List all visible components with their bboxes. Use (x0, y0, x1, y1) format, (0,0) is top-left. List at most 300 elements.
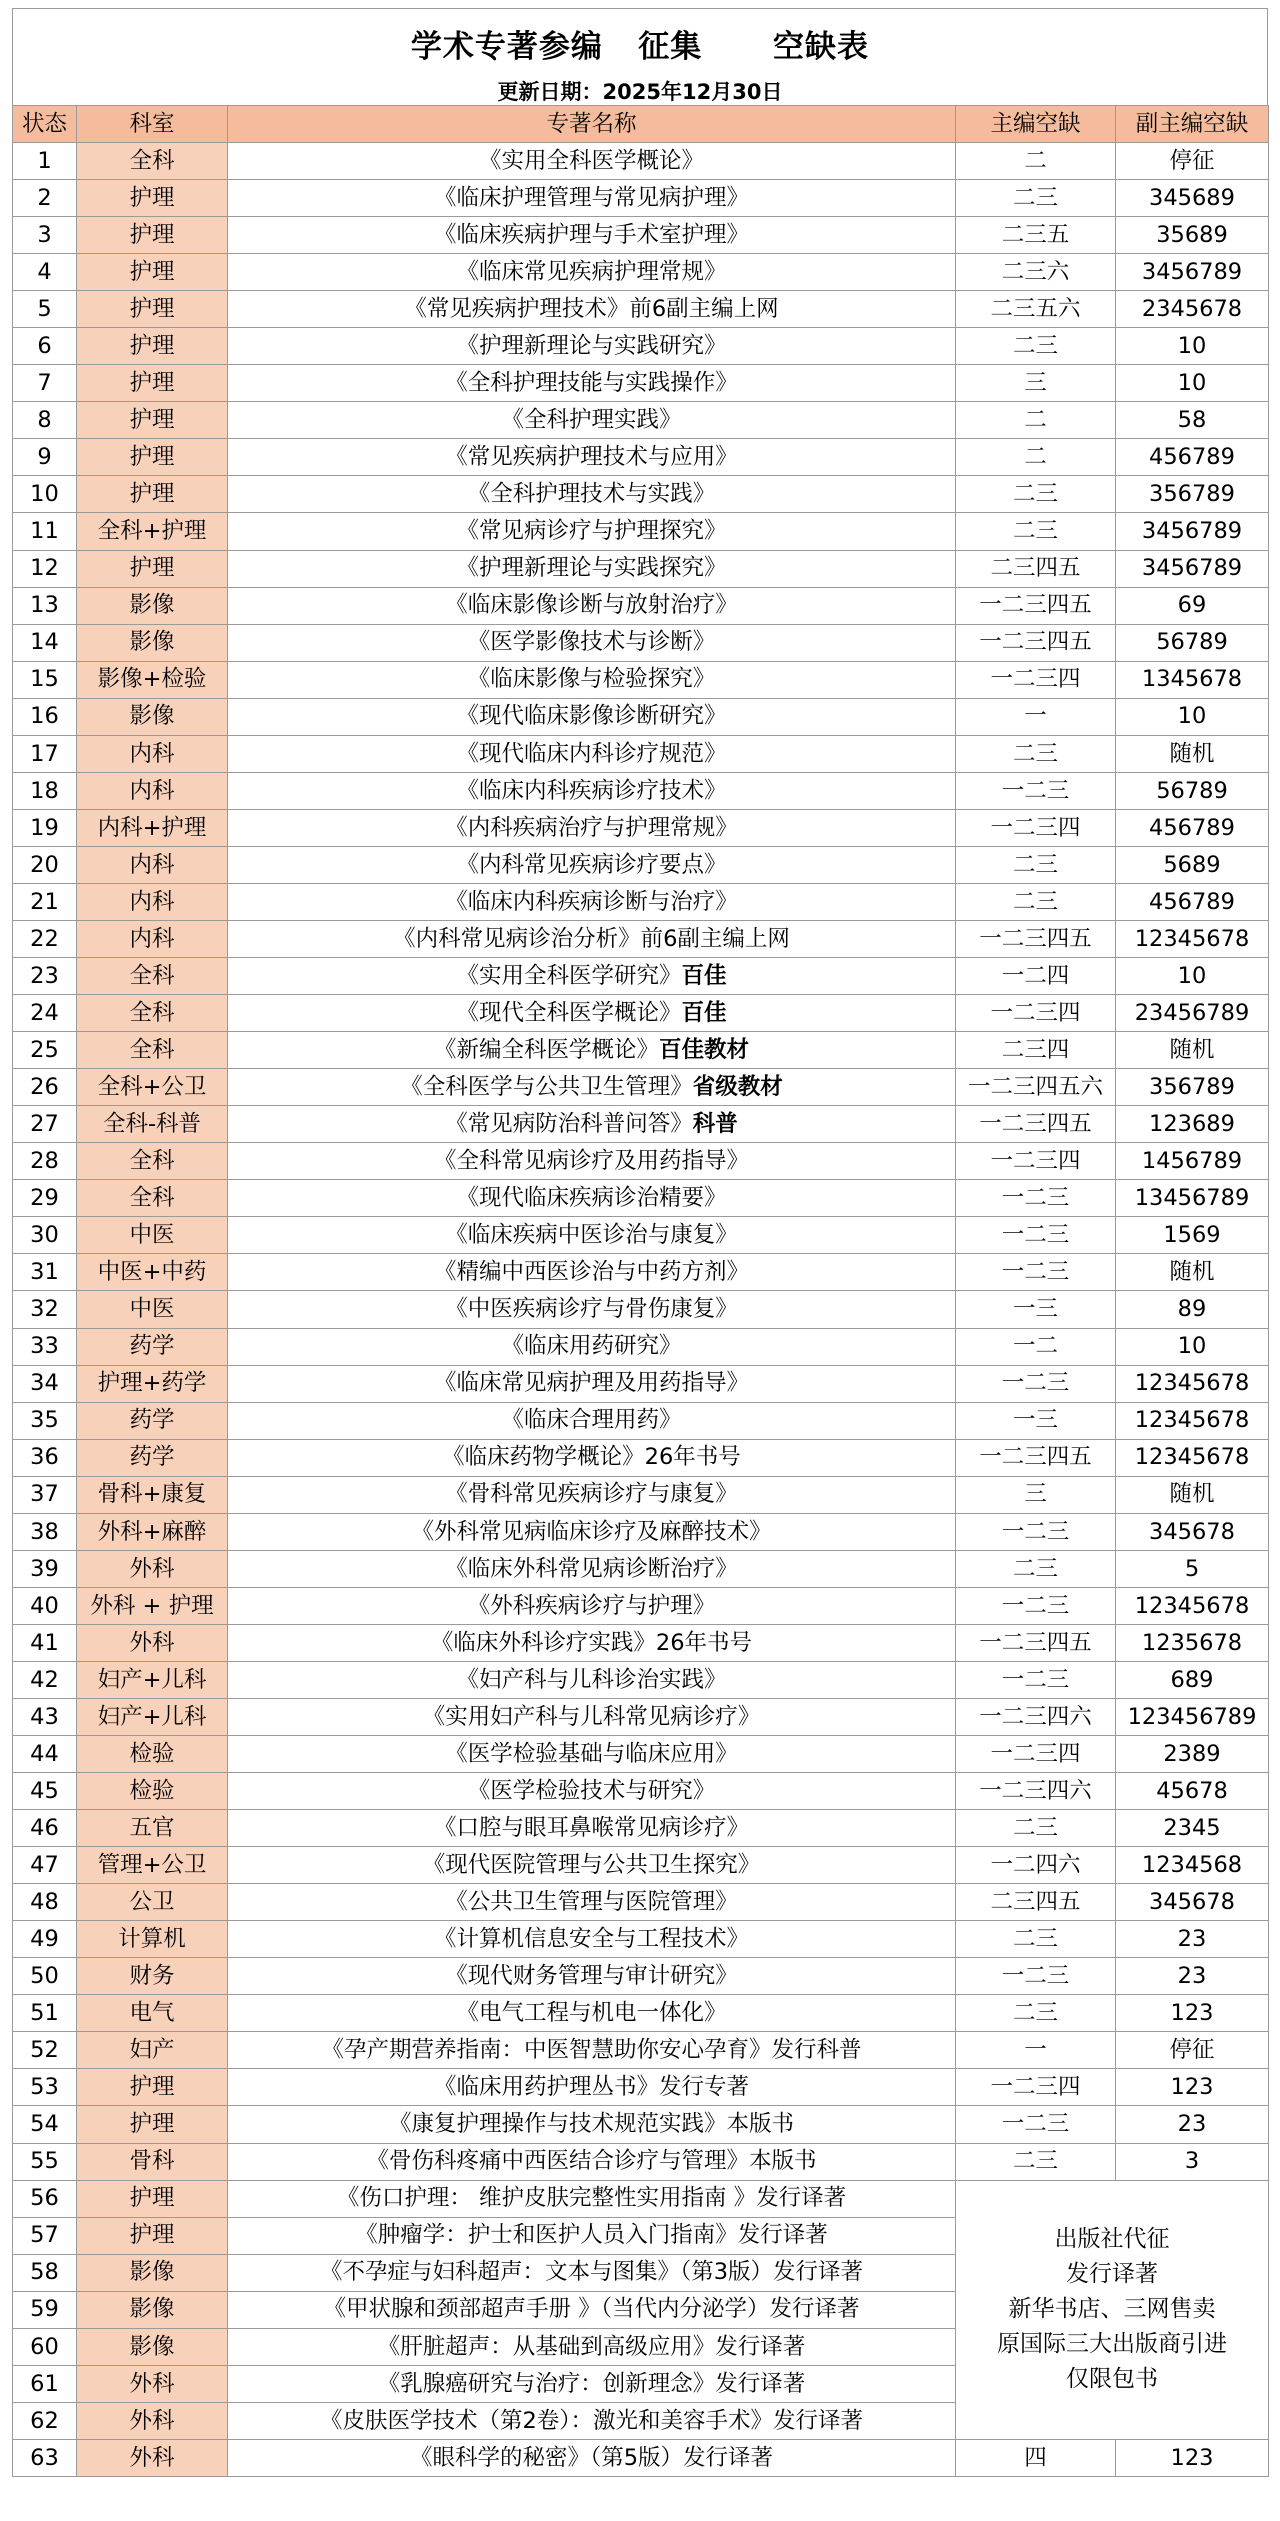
row-number: 2 (13, 180, 77, 217)
department: 影像 (77, 2328, 228, 2365)
book-title: 《眼科学的秘密》（第5版）发行译著 (409, 2444, 774, 2471)
deputy-editor-vacancy: 123689 (1116, 1106, 1269, 1143)
book-title: 《临床影像与检验探究》 (467, 666, 716, 693)
table-row (13, 1958, 1269, 1995)
table-row (13, 1106, 1269, 1143)
chief-editor-vacancy: 一 (956, 698, 1116, 735)
table-row (13, 1587, 1269, 1624)
table-row (13, 2143, 1269, 2180)
table-row (13, 2439, 1269, 2476)
book-title-cell (228, 1624, 956, 1661)
chief-editor-vacancy: 一二三 (956, 1513, 1116, 1550)
deputy-editor-vacancy: 5 (1116, 1550, 1269, 1587)
chief-editor-vacancy: 一二四 (956, 958, 1116, 995)
row-number: 10 (13, 476, 77, 513)
deputy-editor-vacancy: 13456789 (1116, 1180, 1269, 1217)
book-title-cell (228, 254, 956, 291)
deputy-editor-vacancy: 123 (1116, 1995, 1269, 2032)
chief-editor-vacancy: 一二三四五 (956, 587, 1116, 624)
chief-editor-vacancy: 一二三四五六 (956, 1069, 1116, 1106)
chief-editor-vacancy: 二三 (956, 2143, 1116, 2180)
chief-editor-vacancy: 四 (956, 2439, 1116, 2476)
row-number: 14 (13, 624, 77, 661)
sheet-title: 学术专著参编 征集 空缺表 (410, 29, 870, 65)
book-tag: 百佳 (681, 999, 727, 1026)
book-title-cell (228, 1402, 956, 1439)
row-number: 21 (13, 883, 77, 920)
book-title-cell (228, 143, 956, 180)
book-title: 《全科常见病诊疗及用药指导》 (433, 1148, 749, 1175)
row-number: 20 (13, 846, 77, 883)
book-title-cell (228, 1291, 956, 1328)
chief-editor-vacancy: 一二三 (956, 1254, 1116, 1291)
deputy-editor-vacancy: 10 (1116, 1328, 1269, 1365)
chief-editor-vacancy: 二三 (956, 846, 1116, 883)
column-header-chief: 主编空缺 (956, 106, 1116, 143)
table-body (13, 143, 1269, 2477)
row-number: 26 (13, 1069, 77, 1106)
book-title-cell (228, 1476, 956, 1513)
book-title-cell (228, 476, 956, 513)
department: 中医 (77, 1291, 228, 1328)
chief-editor-vacancy: 一二三四 (956, 809, 1116, 846)
row-number: 58 (13, 2254, 77, 2291)
row-number: 33 (13, 1328, 77, 1365)
book-title-cell (228, 2439, 956, 2476)
chief-editor-vacancy: 二三 (956, 735, 1116, 772)
department: 护理 (77, 2180, 228, 2217)
chief-editor-vacancy: 一三 (956, 1402, 1116, 1439)
table-row (13, 143, 1269, 180)
chief-editor-vacancy: 二三 (956, 328, 1116, 365)
vacancy-table (12, 105, 1269, 2477)
book-title: 《甲状腺和颈部超声手册 》（当代内分泌学）发行译著 (323, 2296, 860, 2323)
vacancy-sheet (12, 8, 1268, 2477)
deputy-editor-vacancy: 12345678 (1116, 920, 1269, 957)
book-title-cell (228, 1661, 956, 1698)
row-number: 6 (13, 328, 77, 365)
chief-editor-vacancy: 三 (956, 365, 1116, 402)
department: 护理 (77, 254, 228, 291)
book-title-cell (228, 180, 956, 217)
book-title: 《肝脏超声：从基础到高级应用》发行译著 (377, 2333, 806, 2360)
row-number: 59 (13, 2291, 77, 2328)
book-title: 《临床用药护理丛书》发行专著 (433, 2074, 749, 2101)
translation-note-cell (956, 2180, 1269, 2439)
deputy-editor-vacancy: 10 (1116, 365, 1269, 402)
table-row (13, 1995, 1269, 2032)
department: 全科 (77, 995, 228, 1032)
department: 检验 (77, 1736, 228, 1773)
row-number: 48 (13, 1884, 77, 1921)
book-title-cell (228, 661, 956, 698)
department: 护理 (77, 2106, 228, 2143)
chief-editor-vacancy: 一二 (956, 1328, 1116, 1365)
chief-editor-vacancy: 一二三四 (956, 1736, 1116, 1773)
chief-editor-vacancy: 一二三四六 (956, 1773, 1116, 1810)
chief-editor-vacancy: 一二三 (956, 1365, 1116, 1402)
row-number: 29 (13, 1180, 77, 1217)
department: 药学 (77, 1328, 228, 1365)
row-number: 42 (13, 1661, 77, 1698)
department: 外科 (77, 2439, 228, 2476)
deputy-editor-vacancy: 3456789 (1116, 513, 1269, 550)
department: 财务 (77, 1958, 228, 1995)
department: 全科 (77, 1143, 228, 1180)
department: 管理+公卫 (77, 1847, 228, 1884)
deputy-editor-vacancy: 12345678 (1116, 1365, 1269, 1402)
department: 护理 (77, 2217, 228, 2254)
chief-editor-vacancy: 二三五六 (956, 291, 1116, 328)
department: 护理 (77, 217, 228, 254)
department: 影像 (77, 624, 228, 661)
department: 中医 (77, 1217, 228, 1254)
row-number: 38 (13, 1513, 77, 1550)
row-number: 1 (13, 143, 77, 180)
row-number: 22 (13, 920, 77, 957)
department: 影像 (77, 698, 228, 735)
deputy-editor-vacancy: 23 (1116, 1958, 1269, 1995)
chief-editor-vacancy: 二三六 (956, 254, 1116, 291)
deputy-editor-vacancy: 123 (1116, 2439, 1269, 2476)
deputy-editor-vacancy: 停征 (1116, 2032, 1269, 2069)
table-row (13, 1810, 1269, 1847)
department: 护理 (77, 365, 228, 402)
table-row (13, 1069, 1269, 1106)
book-title: 《临床疾病中医诊治与康复》 (445, 1222, 738, 1249)
chief-editor-vacancy: 一二三 (956, 1958, 1116, 1995)
table-row (13, 1698, 1269, 1735)
table-row (13, 809, 1269, 846)
book-title: 《妇产科与儿科诊治实践》 (456, 1666, 727, 1693)
chief-editor-vacancy: 一二三 (956, 1587, 1116, 1624)
deputy-editor-vacancy: 5689 (1116, 846, 1269, 883)
row-number: 17 (13, 735, 77, 772)
book-title: 《皮肤医学技术（第2卷）：激光和美容手术》发行译著 (319, 2407, 864, 2434)
book-title-cell (228, 2328, 956, 2365)
chief-editor-vacancy: 二 (956, 402, 1116, 439)
book-title: 《中医疾病诊疗与骨伤康复》 (445, 1296, 738, 1323)
deputy-editor-vacancy: 56789 (1116, 624, 1269, 661)
deputy-editor-vacancy: 1456789 (1116, 1143, 1269, 1180)
book-title-cell (228, 772, 956, 809)
department: 药学 (77, 1439, 228, 1476)
row-number: 15 (13, 661, 77, 698)
row-number: 57 (13, 2217, 77, 2254)
row-number: 61 (13, 2365, 77, 2402)
department: 护理 (77, 291, 228, 328)
department: 药学 (77, 1402, 228, 1439)
row-number: 16 (13, 698, 77, 735)
table-row (13, 1550, 1269, 1587)
table-row (13, 476, 1269, 513)
table-row (13, 1032, 1269, 1069)
department: 护理+药学 (77, 1365, 228, 1402)
book-title-cell (228, 587, 956, 624)
row-number: 5 (13, 291, 77, 328)
table-row (13, 1513, 1269, 1550)
row-number: 25 (13, 1032, 77, 1069)
book-title: 《实用全科医学研究》 (456, 962, 682, 989)
table-row (13, 958, 1269, 995)
book-title: 《临床外科诊疗实践》26年书号 (430, 1629, 753, 1656)
deputy-editor-vacancy: 89 (1116, 1291, 1269, 1328)
row-number: 13 (13, 587, 77, 624)
department: 骨科 (77, 2143, 228, 2180)
book-title-cell (228, 1180, 956, 1217)
book-title-cell (228, 1921, 956, 1958)
book-title: 《电气工程与机电一体化》 (456, 2000, 727, 2027)
book-title-cell (228, 365, 956, 402)
table-row (13, 1143, 1269, 1180)
table-row (13, 661, 1269, 698)
book-title-cell (228, 958, 956, 995)
book-title: 《精编中西医诊治与中药方剂》 (433, 1259, 749, 1286)
row-number: 4 (13, 254, 77, 291)
department: 内科+护理 (77, 809, 228, 846)
department: 内科 (77, 846, 228, 883)
department: 公卫 (77, 1884, 228, 1921)
book-title-cell (228, 1106, 956, 1143)
deputy-editor-vacancy: 10 (1116, 698, 1269, 735)
table-row (13, 846, 1269, 883)
table-row (13, 1921, 1269, 1958)
deputy-editor-vacancy: 2389 (1116, 1736, 1269, 1773)
book-title: 《实用全科医学概论》 (478, 147, 704, 174)
department: 外科 (77, 1550, 228, 1587)
book-title-cell (228, 439, 956, 476)
table-row (13, 180, 1269, 217)
book-title: 《乳腺癌研究与治疗：创新理念》发行译著 (377, 2370, 806, 2397)
department: 护理 (77, 476, 228, 513)
deputy-editor-vacancy: 689 (1116, 1661, 1269, 1698)
department: 影像 (77, 2291, 228, 2328)
book-title: 《肿瘤学：护士和医护人员入门指南》发行译著 (355, 2222, 828, 2249)
chief-editor-vacancy: 二三 (956, 513, 1116, 550)
table-row (13, 1365, 1269, 1402)
table-row (13, 439, 1269, 476)
book-title: 《临床药物学概论》26年书号 (442, 1444, 741, 1471)
row-number: 62 (13, 2402, 77, 2439)
book-title: 《医学检验基础与临床应用》 (445, 1740, 738, 1767)
book-title-cell (228, 1143, 956, 1180)
department: 护理 (77, 2069, 228, 2106)
row-number: 27 (13, 1106, 77, 1143)
department: 中医+中药 (77, 1254, 228, 1291)
book-title-cell (228, 2217, 956, 2254)
book-title: 《临床用药研究》 (501, 1333, 682, 1360)
book-title: 《内科疾病治疗与护理常规》 (445, 814, 738, 841)
deputy-editor-vacancy: 12345678 (1116, 1402, 1269, 1439)
department: 护理 (77, 439, 228, 476)
deputy-editor-vacancy: 随机 (1116, 1476, 1269, 1513)
book-title-cell (228, 735, 956, 772)
row-number: 52 (13, 2032, 77, 2069)
book-title: 《现代财务管理与审计研究》 (445, 1963, 738, 1990)
book-title: 《临床内科疾病诊断与治疗》 (445, 888, 738, 915)
table-row (13, 1884, 1269, 1921)
book-title: 《不孕症与妇科超声：文本与图集》（第3版）发行译著 (319, 2259, 864, 2286)
chief-editor-vacancy: 一二三 (956, 1661, 1116, 1698)
chief-editor-vacancy: 二三四五 (956, 550, 1116, 587)
row-number: 63 (13, 2439, 77, 2476)
deputy-editor-vacancy: 2345678 (1116, 291, 1269, 328)
book-title-cell (228, 2291, 956, 2328)
table-row (13, 1291, 1269, 1328)
chief-editor-vacancy: 一二三四五 (956, 1106, 1116, 1143)
table-row (13, 587, 1269, 624)
book-title: 《全科护理技能与实践操作》 (445, 370, 738, 397)
row-number: 19 (13, 809, 77, 846)
chief-editor-vacancy: 二三四五 (956, 1884, 1116, 1921)
deputy-editor-vacancy: 10 (1116, 958, 1269, 995)
translation-note-line: 出版社代征 (1054, 2226, 1170, 2253)
book-title-cell (228, 2032, 956, 2069)
deputy-editor-vacancy: 123 (1116, 2069, 1269, 2106)
table-row (13, 1439, 1269, 1476)
deputy-editor-vacancy: 23456789 (1116, 995, 1269, 1032)
book-title-cell (228, 1995, 956, 2032)
row-number: 55 (13, 2143, 77, 2180)
book-title: 《实用妇产科与儿科常见病诊疗》 (422, 1703, 761, 1730)
row-number: 47 (13, 1847, 77, 1884)
column-header-deputy: 副主编空缺 (1116, 106, 1269, 143)
deputy-editor-vacancy: 345678 (1116, 1513, 1269, 1550)
column-header-status: 状态 (13, 106, 77, 143)
chief-editor-vacancy: 一 (956, 2032, 1116, 2069)
book-title: 《新编全科医学概论》 (433, 1036, 659, 1063)
book-title: 《常见病诊疗与护理探究》 (456, 518, 727, 545)
row-number: 43 (13, 1698, 77, 1735)
department: 全科 (77, 143, 228, 180)
book-title-cell (228, 1328, 956, 1365)
deputy-editor-vacancy: 停征 (1116, 143, 1269, 180)
table-row (13, 1217, 1269, 1254)
deputy-editor-vacancy: 456789 (1116, 809, 1269, 846)
book-title: 《全科护理技术与实践》 (467, 481, 716, 508)
deputy-editor-vacancy: 1235678 (1116, 1624, 1269, 1661)
book-title: 《现代临床内科诊疗规范》 (456, 740, 727, 767)
table-header-row (13, 106, 1269, 143)
book-title: 《常见疾病护理技术与应用》 (445, 444, 738, 471)
row-number: 40 (13, 1587, 77, 1624)
row-number: 8 (13, 402, 77, 439)
book-title-cell (228, 291, 956, 328)
book-title: 《护理新理论与实践研究》 (456, 333, 727, 359)
deputy-editor-vacancy: 23 (1116, 2106, 1269, 2143)
row-number: 7 (13, 365, 77, 402)
deputy-editor-vacancy: 356789 (1116, 476, 1269, 513)
book-title: 《公共卫生管理与医院管理》 (445, 1888, 738, 1915)
chief-editor-vacancy: 一二三 (956, 2106, 1116, 2143)
row-number: 37 (13, 1476, 77, 1513)
table-row (13, 735, 1269, 772)
deputy-editor-vacancy: 1569 (1116, 1217, 1269, 1254)
book-title: 《常见病防治科普问答》 (445, 1110, 693, 1137)
department: 内科 (77, 772, 228, 809)
book-title: 《全科医学与公共卫生管理》 (400, 1073, 693, 1100)
chief-editor-vacancy: 二三 (956, 1550, 1116, 1587)
department: 外科 + 护理 (77, 1587, 228, 1624)
department: 全科+护理 (77, 513, 228, 550)
book-title: 《孕产期营养指南：中医智慧助你安心孕育》发行科普 (321, 2037, 862, 2064)
department: 影像 (77, 2254, 228, 2291)
table-row (13, 920, 1269, 957)
book-title-cell (228, 1513, 956, 1550)
deputy-editor-vacancy: 35689 (1116, 217, 1269, 254)
chief-editor-vacancy: 一二三四 (956, 2069, 1116, 2106)
book-title-cell (228, 2180, 956, 2217)
row-number: 45 (13, 1773, 77, 1810)
chief-editor-vacancy: 一二三 (956, 772, 1116, 809)
deputy-editor-vacancy: 1345678 (1116, 661, 1269, 698)
book-title-cell (228, 550, 956, 587)
book-title-cell (228, 1847, 956, 1884)
row-number: 50 (13, 1958, 77, 1995)
chief-editor-vacancy: 一二三四五 (956, 920, 1116, 957)
book-title-cell (228, 2402, 956, 2439)
department: 影像+检验 (77, 661, 228, 698)
book-title: 《外科常见病临床诊疗及麻醉技术》 (411, 1518, 772, 1545)
table-row (13, 1661, 1269, 1698)
book-title-cell (228, 1810, 956, 1847)
deputy-editor-vacancy: 10 (1116, 328, 1269, 365)
deputy-editor-vacancy: 2345 (1116, 1810, 1269, 1847)
deputy-editor-vacancy: 123456789 (1116, 1698, 1269, 1735)
department: 全科-科普 (77, 1106, 228, 1143)
department: 内科 (77, 883, 228, 920)
department: 妇产+儿科 (77, 1698, 228, 1735)
row-number: 46 (13, 1810, 77, 1847)
department: 全科+公卫 (77, 1069, 228, 1106)
book-title-cell (228, 1365, 956, 1402)
book-title: 《计算机信息安全与工程技术》 (433, 1926, 749, 1953)
department: 护理 (77, 328, 228, 365)
book-title-cell (228, 1884, 956, 1921)
book-title-cell (228, 1032, 956, 1069)
book-title: 《医学影像技术与诊断》 (467, 629, 716, 656)
book-title-cell (228, 1069, 956, 1106)
row-number: 53 (13, 2069, 77, 2106)
deputy-editor-vacancy: 3456789 (1116, 254, 1269, 291)
table-row (13, 624, 1269, 661)
table-row (13, 513, 1269, 550)
book-title: 《医学检验技术与研究》 (467, 1777, 716, 1804)
book-title-cell (228, 2106, 956, 2143)
row-number: 32 (13, 1291, 77, 1328)
table-row (13, 1847, 1269, 1884)
book-title-cell (228, 698, 956, 735)
book-title: 《口腔与眼耳鼻喉常见病诊疗》 (433, 1814, 749, 1841)
table-row (13, 1402, 1269, 1439)
book-title-cell (228, 1698, 956, 1735)
department: 全科 (77, 1032, 228, 1069)
department: 护理 (77, 402, 228, 439)
department: 内科 (77, 735, 228, 772)
book-title: 《临床常见病护理及用药指导》 (433, 1370, 749, 1397)
book-title: 《内科常见病诊治分析》前6副主编上网 (393, 925, 790, 952)
book-tag: 百佳教材 (659, 1036, 750, 1063)
book-title-cell (228, 1736, 956, 1773)
department: 妇产+儿科 (77, 1661, 228, 1698)
table-row (13, 883, 1269, 920)
chief-editor-vacancy: 一二四六 (956, 1847, 1116, 1884)
department: 全科 (77, 958, 228, 995)
chief-editor-vacancy: 一二三四五 (956, 624, 1116, 661)
department: 外科 (77, 2365, 228, 2402)
chief-editor-vacancy: 一二三四 (956, 1143, 1116, 1180)
book-title: 《骨伤科疼痛中西医结合诊疗与管理》本版书 (366, 2148, 817, 2175)
